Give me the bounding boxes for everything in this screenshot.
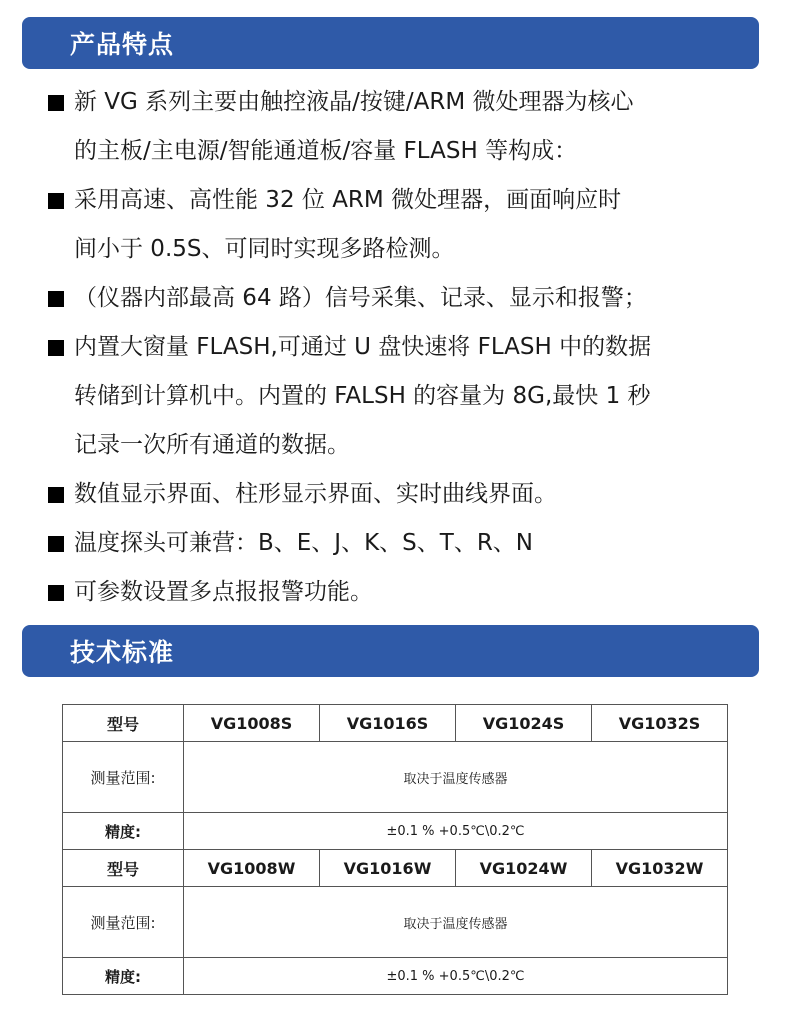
range-value: 取决于温度传感器 [184, 887, 728, 958]
square-bullet-icon [48, 536, 64, 552]
model-label: 型号 [63, 850, 184, 887]
model-cell: VG1032S [592, 705, 728, 742]
section-header-specs [22, 625, 759, 677]
range-row [63, 887, 728, 958]
feature-list [44, 78, 764, 617]
model-cell: VG1008W [184, 850, 320, 887]
model-cell: VG1032W [592, 850, 728, 887]
accuracy-row [63, 958, 728, 995]
model-row [63, 850, 728, 887]
model-label: 型号 [63, 705, 184, 742]
square-bullet-icon [48, 487, 64, 503]
accuracy-value: ±0.1 % +0.5℃\0.2℃ [184, 813, 728, 850]
feature-item: 新 VG 系列主要由触控液晶/按键/ARM 微处理器为核心 的主板/主电源/智能通道板/容量 FLASH 等构成： [44, 78, 764, 176]
model-row [63, 705, 728, 742]
range-label: 测量范围: [63, 742, 184, 813]
square-bullet-icon [48, 585, 64, 601]
section-title: 产品特点 [70, 30, 175, 59]
model-cell: VG1024W [456, 850, 592, 887]
square-bullet-icon [48, 340, 64, 356]
model-cell: VG1024S [456, 705, 592, 742]
feature-item: 温度探头可兼营：B、E、J、K、S、T、R、N [44, 519, 764, 568]
feature-item: 采用高速、高性能 32 位 ARM 微处理器，画面响应时 间小于 0.5S、可同时实现多路检测。 [44, 176, 764, 274]
model-cell: VG1016W [320, 850, 456, 887]
feature-item: 数值显示界面、柱形显示界面、实时曲线界面。 [44, 470, 764, 519]
feature-item: （仪器内部最高 64 路）信号采集、记录、显示和报警； [44, 274, 764, 323]
range-row [63, 742, 728, 813]
accuracy-row [63, 813, 728, 850]
model-cell: VG1016S [320, 705, 456, 742]
square-bullet-icon [48, 95, 64, 111]
model-cell: VG1008S [184, 705, 320, 742]
range-value: 取决于温度传感器 [184, 742, 728, 813]
square-bullet-icon [48, 193, 64, 209]
feature-item: 可参数设置多点报报警功能。 [44, 568, 764, 617]
range-label: 测量范围: [63, 887, 184, 958]
accuracy-label: 精度: [63, 813, 184, 850]
accuracy-value: ±0.1 % +0.5℃\0.2℃ [184, 958, 728, 995]
square-bullet-icon [48, 291, 64, 307]
section-title: 技术标准 [70, 638, 175, 667]
feature-item: 内置大窗量 FLASH,可通过 U 盘快速将 FLASH 中的数据 转储到计算机中。内置的 FALSH 的容量为 8G,最快 1 秒 记录一次所有通道的数据。 [44, 323, 764, 470]
section-header-features [22, 17, 759, 69]
accuracy-label: 精度: [63, 958, 184, 995]
spec-table [62, 704, 728, 995]
